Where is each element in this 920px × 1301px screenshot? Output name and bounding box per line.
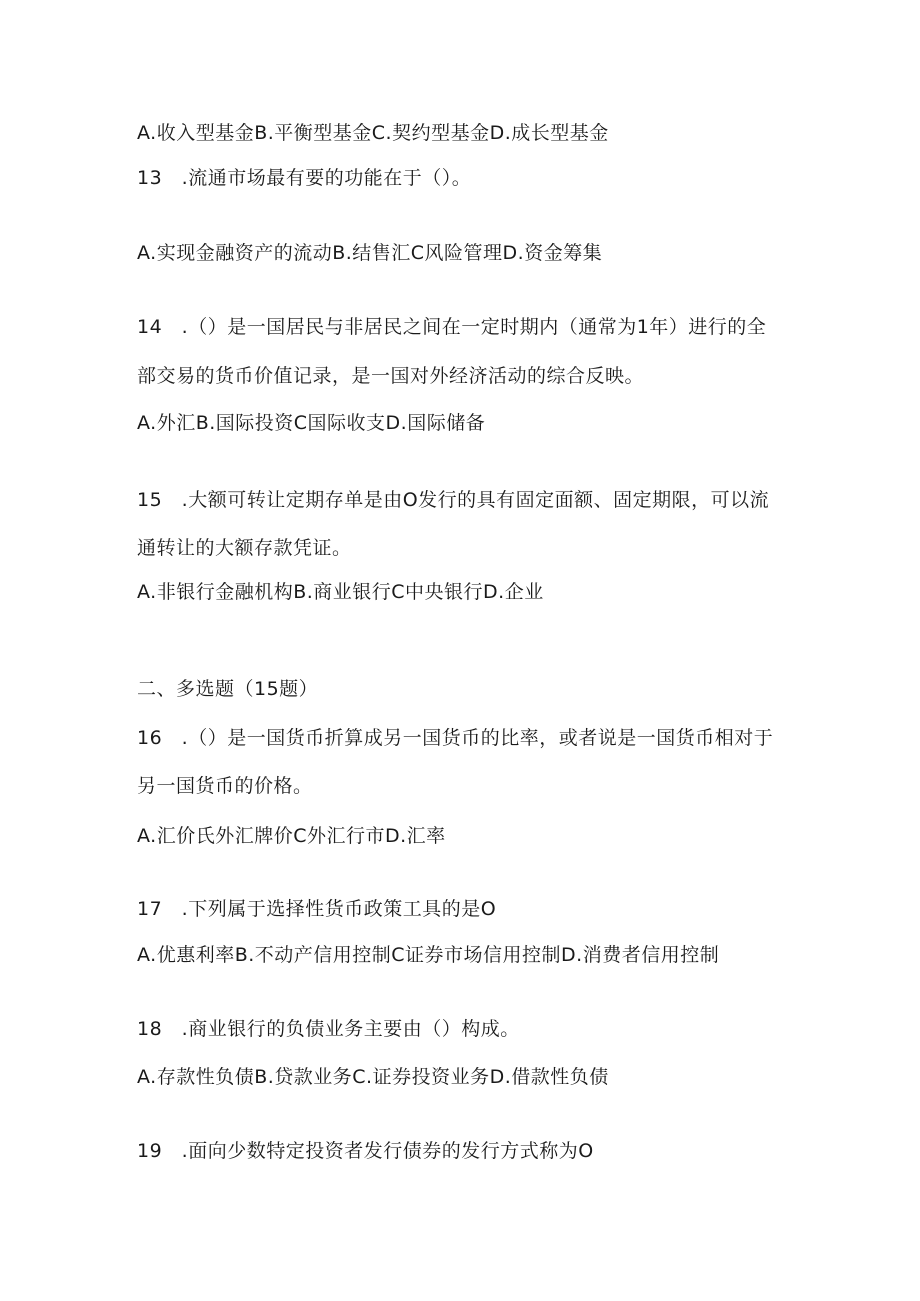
- q15-question-line2: 通转让的大额存款凭证。: [137, 537, 352, 559]
- q15-question-line1: 15 .大额可转让定期存单是由O发行的具有固定面额、固定期限，可以流: [137, 489, 770, 511]
- q13-options: A.实现金融资产的流动B.结售汇C风险管理D.资金筹集: [137, 242, 603, 264]
- q13-question: 13 .流通市场最有要的功能在于（）。: [137, 167, 472, 189]
- q14-question-line1: 14 .（）是一国居民与非居民之间在一定时期内（通常为1年）进行的全: [137, 316, 767, 338]
- q16-question-line1: 16 .（）是一国货币折算成另一国货币的比率，或者说是一国货币相对于: [137, 727, 774, 749]
- q15-options: A.非银行金融机构B.商业银行C中央银行D.企业: [137, 581, 544, 603]
- q18-question: 18 .商业银行的负债业务主要由（）构成。: [137, 1018, 520, 1040]
- q19-question: 19 .面向少数特定投资者发行债券的发行方式称为O: [137, 1140, 594, 1162]
- q14-options: A.外汇B.国际投资C国际收支D.国际储备: [137, 412, 486, 434]
- section-heading: 二、多选题（15题）: [137, 678, 319, 700]
- q14-question-line2: 部交易的货币价值记录，是一国对外经济活动的综合反映。: [137, 365, 645, 387]
- q18-options: A.存款性负债B.贷款业务C.证券投资业务D.借款性负债: [137, 1066, 609, 1088]
- q17-question: 17 .下列属于选择性货币政策工具的是O: [137, 898, 497, 920]
- q12-options: A.收入型基金B.平衡型基金C.契约型基金D.成长型基金: [137, 122, 609, 144]
- q16-options: A.汇价氏外汇牌价C外汇行市D.汇率: [137, 825, 446, 847]
- q16-question-line2: 另一国货币的价格。: [137, 775, 313, 797]
- q17-options: A.优惠利率B.不动产信用控制C证券市场信用控制D.消费者信用控制: [137, 944, 720, 966]
